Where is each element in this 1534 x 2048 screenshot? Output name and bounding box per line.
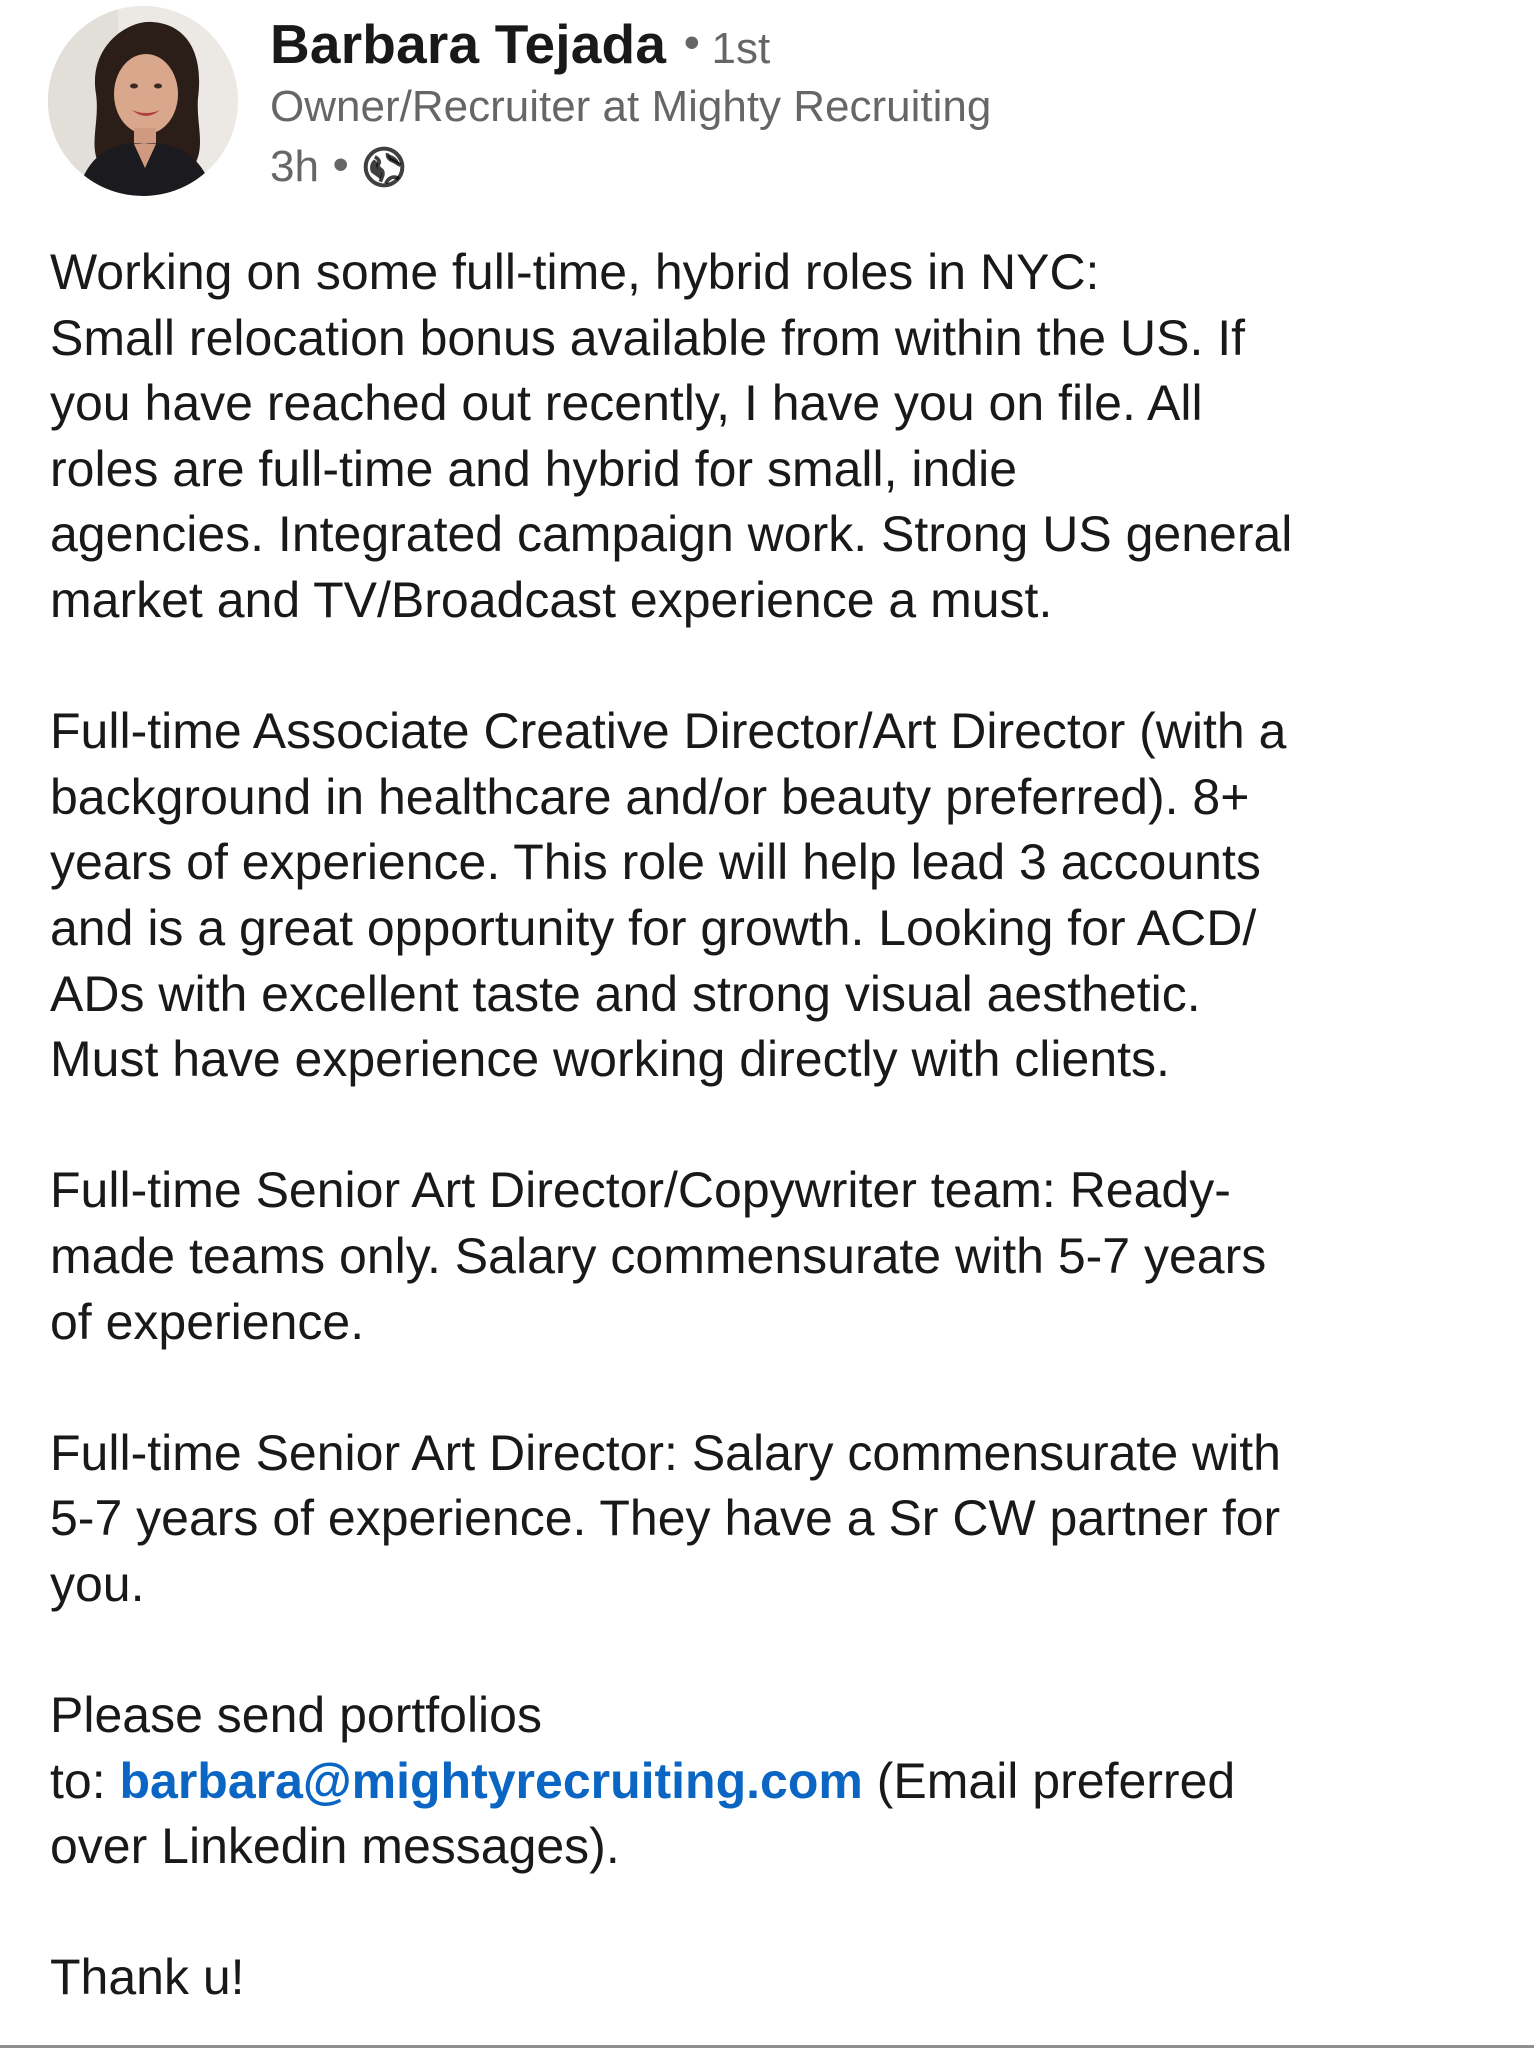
post-paragraph: Full-time Associate Creative Director/Art Director (with a background in healthcare and/or beauty preferred). 8+ years of experience. This role will help lead 3 accounts and is a great opportunity for growth. Looking for ACD/ ADs with excellent taste and strong visual aesthetic. Must have experience working directly with clients.: [50, 703, 1287, 1088]
post-paragraph: Working on some full-time, hybrid roles in NYC: Small relocation bonus available from within the US. If you have reached out recently, I have you on file. All roles are full-time and hybrid for small, indie agencies. Integrated campaign work. Strong US general market and TV/Broadcast experience a must.: [50, 244, 1293, 628]
timestamp-separator: •: [332, 140, 349, 189]
author-meta: [270, 12, 991, 192]
globe-icon: [362, 145, 406, 189]
contact-suffix: (Email preferred over Linkedin messages).: [50, 1752, 1236, 1875]
author-name[interactable]: Barbara Tejada: [270, 13, 667, 75]
post-closing: Thank u!: [50, 1949, 245, 2006]
name-separator: •: [684, 18, 700, 67]
post-header: [48, 6, 1488, 196]
email-link[interactable]: barbara@mightyrecruiting.com: [119, 1752, 863, 1809]
post-timestamp: 3h: [270, 142, 319, 191]
contact-prefix: Please send portfolios to:: [50, 1687, 542, 1809]
author-avatar[interactable]: [48, 6, 238, 196]
post-paragraph: Full-time Senior Art Director/Copywriter team: Ready- made teams only. Salary commensurate with 5-7 years of experience.: [50, 1162, 1267, 1350]
connection-degree: 1st: [711, 24, 771, 73]
avatar-photo: [48, 6, 238, 196]
post-paragraph: Full-time Senior Art Director: Salary commensurate with 5-7 years of experience. They have a Sr CW partner for you.: [50, 1424, 1281, 1612]
post-body: [50, 240, 1510, 2011]
author-name-line: [270, 12, 991, 76]
post-paragraph-contact: [50, 1683, 1510, 1880]
post-timestamp-line: [270, 142, 991, 192]
author-headline: Owner/Recruiter at Mighty Recruiting: [270, 82, 992, 131]
